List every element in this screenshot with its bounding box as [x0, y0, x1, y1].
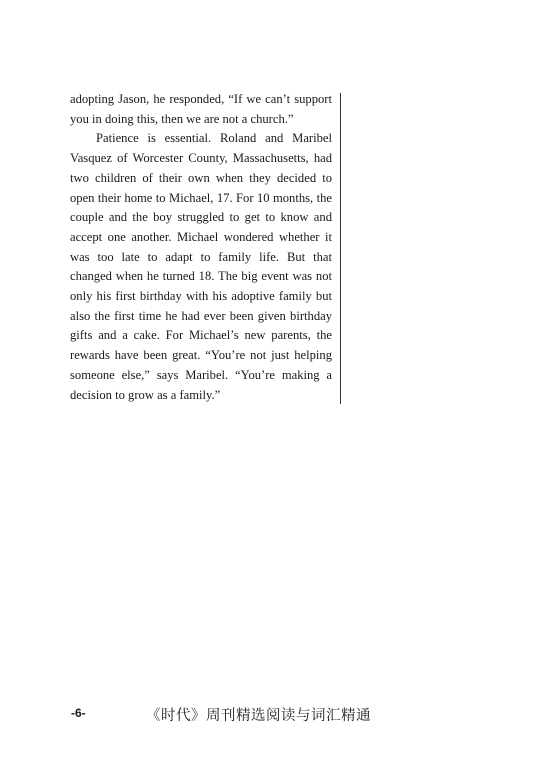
book-title: 《时代》周刊精选阅读与词汇精通	[146, 708, 371, 724]
paragraph-continuation: adopting Jason, he responded, “If we can’t support you in doing this, then we are not a church.”	[70, 92, 332, 126]
page-number: -6-	[71, 706, 86, 720]
page-footer	[0, 704, 544, 728]
column-divider-rule	[340, 93, 341, 404]
article-text-column	[70, 90, 332, 405]
paragraph-patience: Patience is essential. Roland and Maribel Vasquez of Worcester County, Massachusetts, had two children of their own when they decided to open their home to Michael, 17. For 10 months, the couple and the boy struggled to get to know and accept one another. Michael wondered whether it was too late to adapt to family life. But that changed when he turned 18. The big event was not only his first birthday with his adoptive family but also the first time he had ever been given birthday gifts and a cake. For Michael’s new parents, the rewards have been great. “You’re not just helping someone else,” says Maribel. “You’re making a decision to grow as a family.”	[70, 131, 332, 402]
